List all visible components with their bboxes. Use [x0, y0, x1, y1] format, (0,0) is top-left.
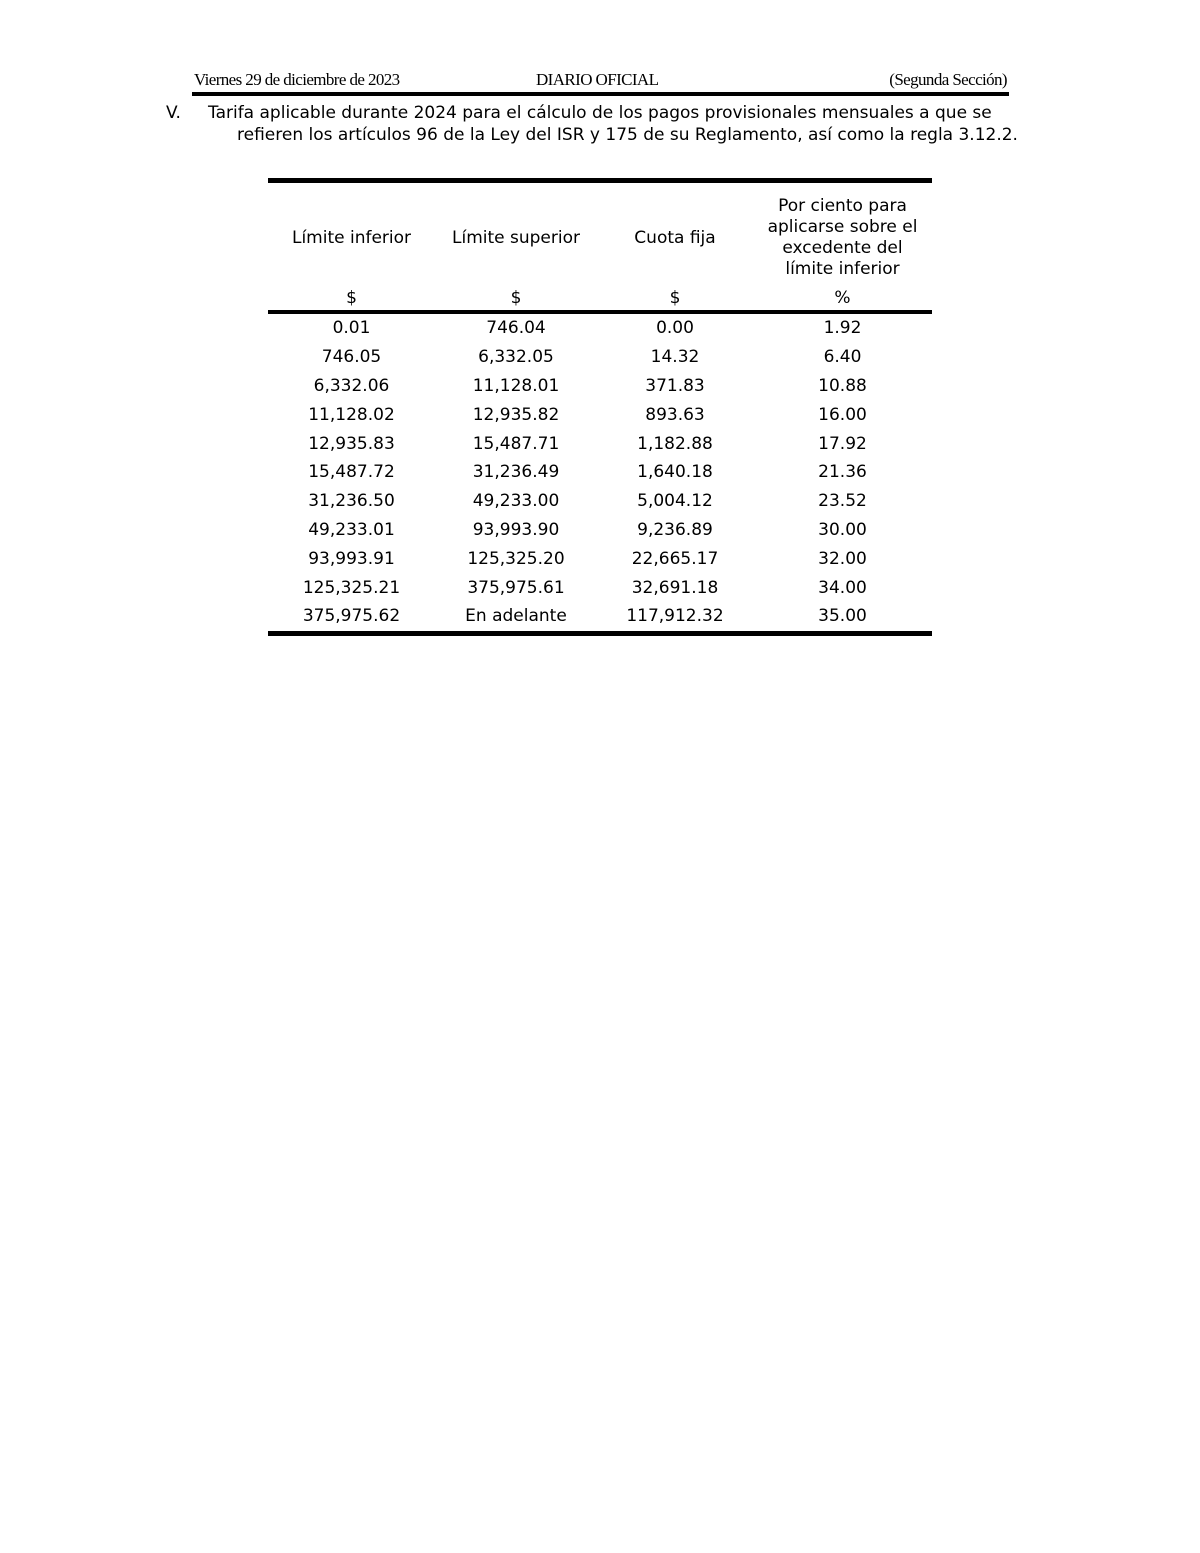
cell-upper-limit: 93,993.90 — [472, 519, 560, 540]
cell-fixed-fee: 9,236.89 — [637, 519, 713, 540]
unit-upper-limit: $ — [435, 287, 597, 312]
table-row — [268, 343, 932, 372]
cell-fixed-fee: 14.32 — [650, 347, 700, 368]
table-row — [268, 544, 932, 573]
cell-percent: 35.00 — [818, 606, 867, 627]
cell-upper-limit: 11,128.01 — [472, 375, 560, 396]
cell-percent: 21.36 — [818, 462, 867, 483]
cell-fixed-fee: 0.00 — [656, 318, 694, 339]
cell-lower-limit: 93,993.91 — [308, 548, 395, 569]
column-header-percent — [753, 181, 932, 288]
cell-lower-limit: 31,236.50 — [308, 491, 395, 512]
cell-upper-limit: 15,487.71 — [472, 433, 560, 454]
cell-upper-limit: 125,325.20 — [467, 548, 565, 569]
cell-percent: 30.00 — [818, 519, 867, 540]
cell-percent: 6.40 — [823, 347, 862, 368]
cell-fixed-fee: 22,665.17 — [631, 548, 719, 569]
cell-fixed-fee: 1,640.18 — [637, 462, 713, 483]
cell-upper-limit: 31,236.49 — [472, 462, 560, 483]
cell-upper-limit: 49,233.00 — [472, 491, 560, 512]
table-row — [268, 458, 932, 487]
table-units-row — [268, 287, 932, 312]
cell-fixed-fee: 371.83 — [645, 375, 705, 396]
unit-fixed-fee: $ — [597, 287, 753, 312]
table-header-row — [268, 181, 932, 288]
item-number: V. — [166, 103, 181, 123]
cell-fixed-fee: 32,691.18 — [631, 577, 719, 598]
cell-percent: 10.88 — [818, 375, 867, 396]
cell-upper-limit: 6,332.05 — [478, 347, 554, 368]
column-header-percent-label: Por ciento para aplicarse sobre el excedente del límite inferior — [767, 196, 918, 279]
column-header-upper-limit: Límite superior — [452, 227, 580, 248]
table-row — [268, 429, 932, 458]
cell-upper-limit: 12,935.82 — [472, 404, 560, 425]
cell-percent: 1.92 — [823, 318, 862, 339]
table-row — [268, 400, 932, 429]
intro-paragraph — [166, 103, 1036, 146]
table-row — [268, 372, 932, 401]
cell-fixed-fee: 1,182.88 — [637, 433, 713, 454]
cell-percent: 16.00 — [818, 404, 867, 425]
column-header-lower-limit: Límite inferior — [291, 227, 412, 248]
cell-lower-limit: 15,487.72 — [308, 462, 395, 483]
cell-lower-limit: 125,325.21 — [302, 577, 401, 598]
table-row — [268, 312, 932, 343]
cell-lower-limit: 6,332.06 — [313, 375, 390, 396]
cell-percent: 23.52 — [818, 491, 867, 512]
cell-lower-limit: 746.05 — [321, 347, 382, 368]
table-row — [268, 516, 932, 545]
intro-text: Tarifa aplicable durante 2024 para el cálculo de los pagos provisionales mensuales a que se refieren los artículos 96 de la Ley del ISR y 175 de su Reglamento, así como la regla 3.12.2. — [208, 103, 1018, 145]
table-row — [268, 602, 932, 633]
cell-lower-limit: 0.01 — [332, 318, 371, 339]
cell-percent: 17.92 — [818, 433, 867, 454]
unit-lower-limit: $ — [268, 287, 435, 312]
cell-lower-limit: 375,975.62 — [302, 606, 401, 627]
cell-percent: 32.00 — [818, 548, 867, 569]
header-date: Viernes 29 de diciembre de 2023 — [194, 70, 400, 89]
cell-upper-limit: 375,975.61 — [467, 577, 565, 598]
column-header-fixed-fee: Cuota fija — [634, 227, 716, 248]
cell-lower-limit: 49,233.01 — [308, 519, 395, 540]
cell-lower-limit: 11,128.02 — [308, 404, 395, 425]
table-row — [268, 573, 932, 602]
cell-percent: 34.00 — [818, 577, 867, 598]
unit-percent: % — [753, 287, 932, 312]
cell-fixed-fee: 117,912.32 — [626, 606, 724, 627]
cell-fixed-fee: 5,004.12 — [637, 491, 713, 512]
cell-upper-limit: 746.04 — [486, 318, 546, 339]
cell-upper-limit: En adelante — [465, 606, 567, 627]
tariff-table — [268, 178, 932, 636]
cell-fixed-fee: 893.63 — [645, 404, 705, 425]
header-section: (Segunda Sección) — [889, 70, 1007, 89]
header-publication: DIARIO OFICIAL — [536, 70, 659, 89]
page-header — [192, 68, 1009, 96]
table-row — [268, 487, 932, 516]
cell-lower-limit: 12,935.83 — [308, 433, 395, 454]
